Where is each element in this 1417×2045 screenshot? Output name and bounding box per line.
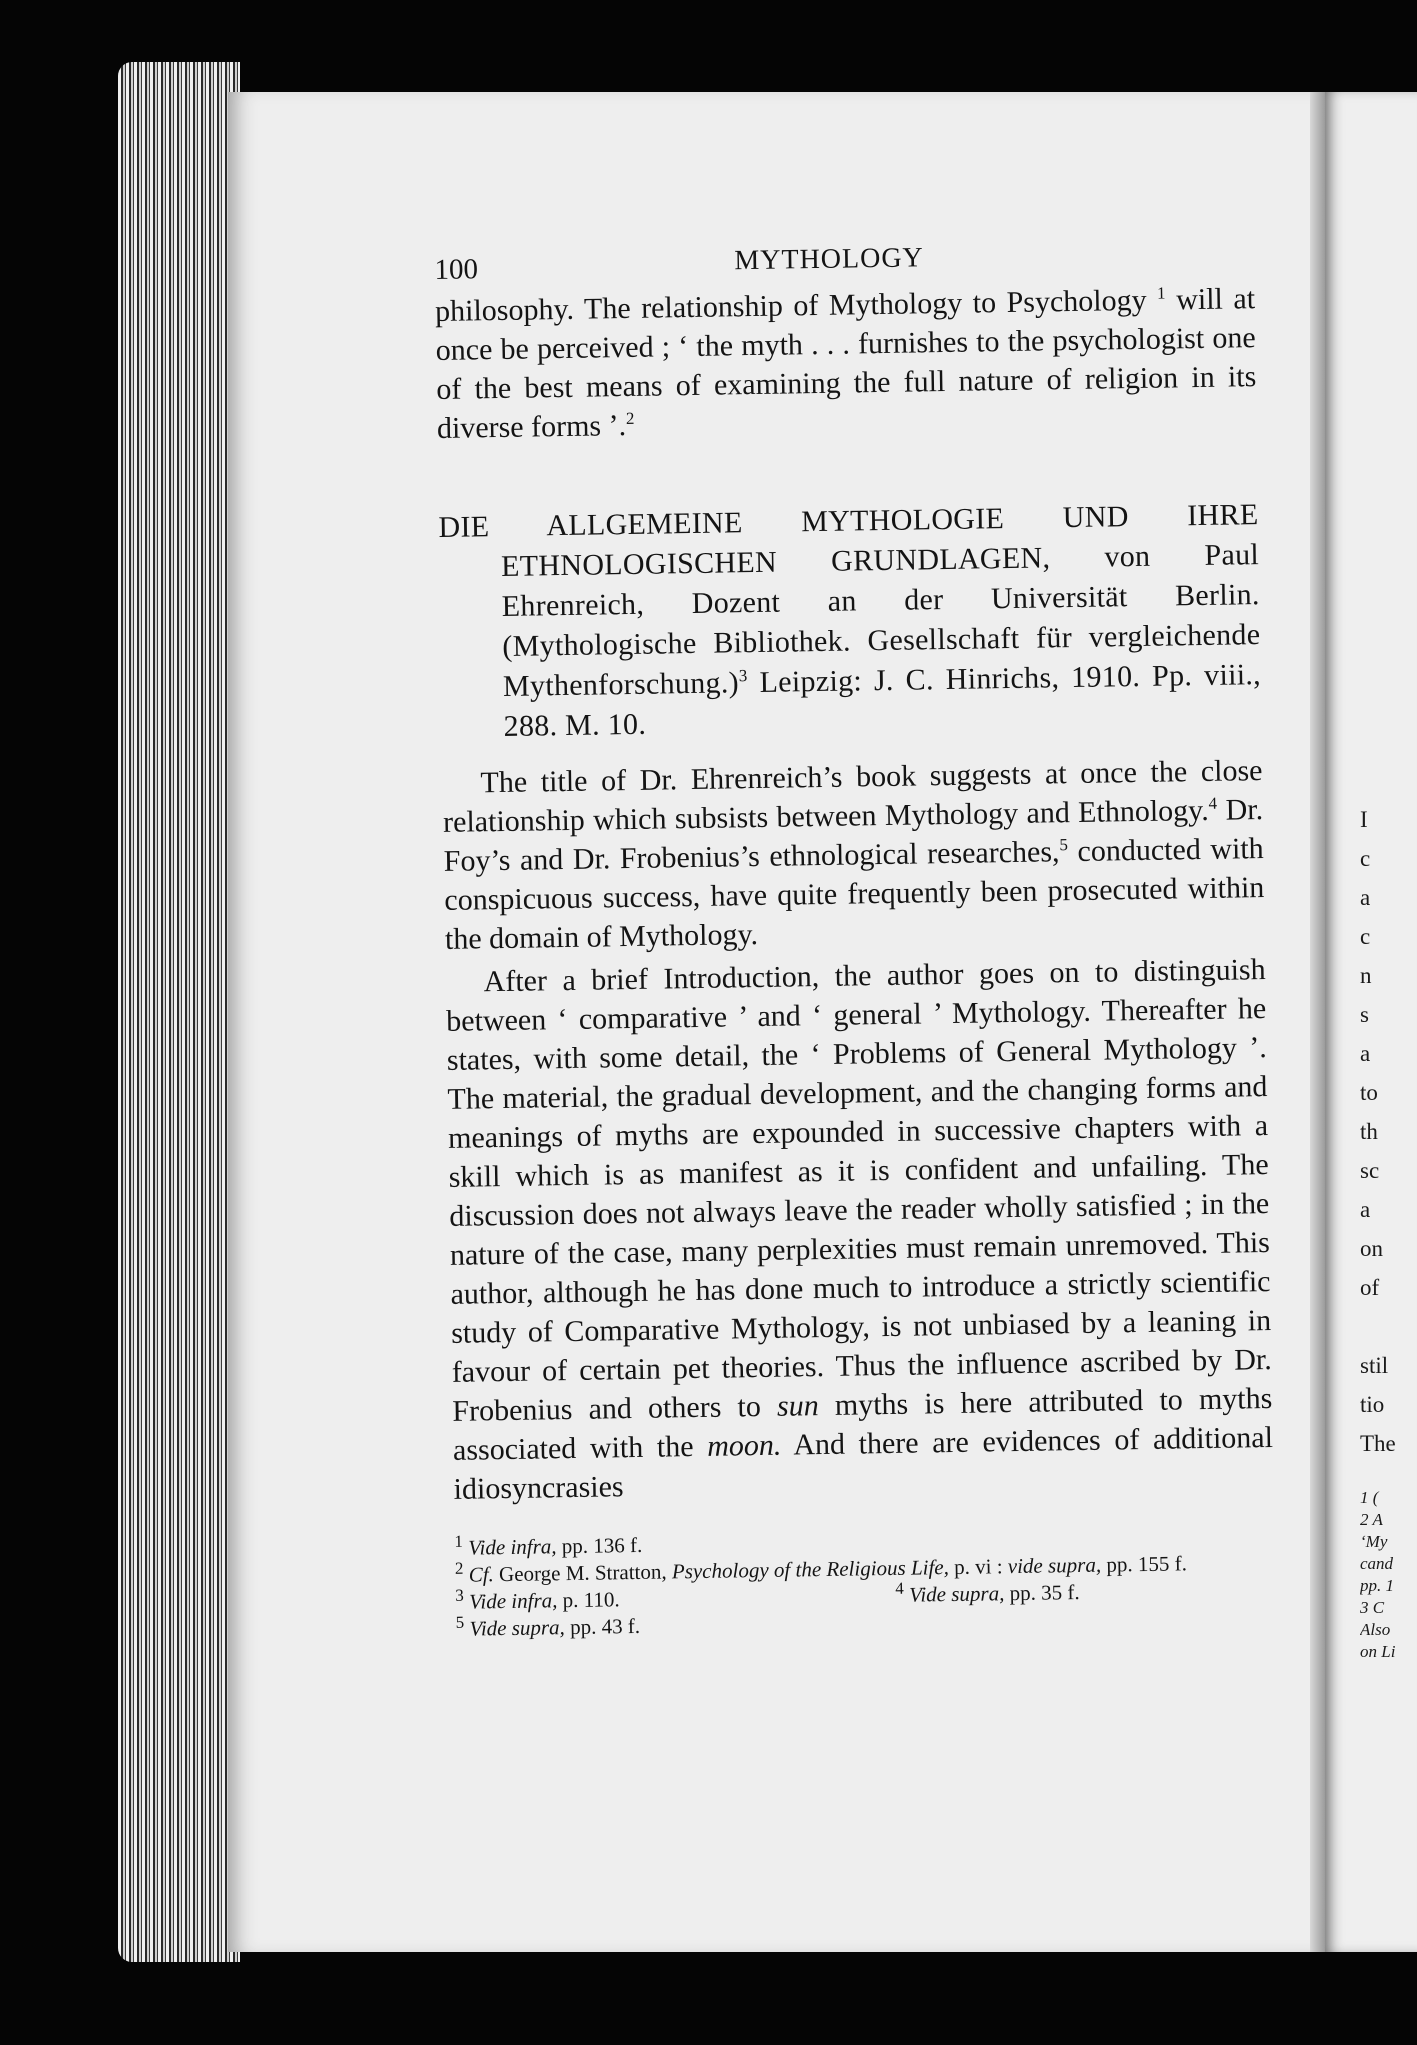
footnote-em: Vide supra, <box>908 1581 1005 1607</box>
emphasis: sun <box>776 1389 819 1423</box>
facing-line: on <box>1360 1236 1383 1261</box>
facing-footnote: cand <box>1360 1554 1394 1573</box>
facing-line: a <box>1360 1197 1371 1222</box>
footnote-text: p. 110. <box>557 1587 620 1613</box>
facing-line: of <box>1360 1275 1380 1300</box>
facing-line: s <box>1360 1002 1369 1027</box>
footnote-ref: 5 <box>1059 835 1069 855</box>
facing-page-text <box>1360 800 1417 1663</box>
facing-footnote: 2 A <box>1360 1510 1383 1529</box>
paragraph-text: conducted with conspicuous success, have quite frequently been prosecuted within the domain of Mythology. <box>444 832 1265 956</box>
facing-footnote: on Li <box>1360 1642 1396 1661</box>
facing-footnote: Also <box>1360 1620 1391 1639</box>
footnote-mark: 3 <box>455 1585 464 1605</box>
footnote-text: pp. 155 f. <box>1100 1551 1188 1577</box>
review-paragraph <box>445 950 1273 1509</box>
emphasis: moon. <box>706 1428 782 1463</box>
footnote-text: pp. 136 f. <box>556 1532 643 1559</box>
paragraph-text: The title of Dr. Ehrenreich’s book suggests at once the close relationship which subsists between Mythology and Ethnology. <box>442 754 1263 839</box>
footnote-em: Cf. <box>468 1562 494 1587</box>
paragraph-text: And there are evidences of additional idiosyncrasies <box>453 1420 1274 1506</box>
footnote-text: pp. 35 f. <box>1004 1580 1080 1606</box>
footnote-mark: 1 <box>454 1531 464 1551</box>
footnote-ref: 1 <box>1156 283 1166 303</box>
facing-footnote: 1 ( <box>1360 1488 1379 1507</box>
footnote-em: Psychology of the Religious Life, <box>671 1555 950 1584</box>
review-heading <box>438 495 1262 748</box>
footnote-em: vide supra, <box>1007 1552 1102 1579</box>
footnote-em: Vide infra, <box>468 1534 557 1560</box>
facing-line: The <box>1360 1431 1396 1456</box>
intro-paragraph <box>435 279 1257 448</box>
facing-line: a <box>1360 885 1371 910</box>
footnote-mark: 2 <box>454 1558 464 1578</box>
facing-line: c <box>1360 924 1371 949</box>
facing-line <box>1360 1307 1417 1346</box>
review-imprint: Leipzig: J. C. Hinrichs, 1910. Pp. viii., 288. M. 10. <box>503 658 1262 743</box>
page-edges <box>118 62 240 1962</box>
footnote-text: pp. 43 f. <box>564 1613 641 1640</box>
intro-text: will at once be perceived ; ‘ the myth . . . furnishes to the psychologist one of the best means of examining the full nature of religion in its diverse forms ’. <box>435 282 1257 445</box>
facing-footnote: 3 C <box>1360 1598 1385 1617</box>
facing-footnote: ‘My <box>1360 1532 1388 1551</box>
intro-text: philosophy. The relationship of Mythology to Psychology <box>434 283 1147 328</box>
facing-line: n <box>1360 963 1372 988</box>
footnote-ref: 4 <box>1208 793 1218 813</box>
footnote-ref: 3 <box>738 666 748 686</box>
facing-line: tio <box>1360 1392 1385 1417</box>
footnote-text: p. vi : <box>948 1554 1008 1580</box>
footnote-mark: 5 <box>455 1612 465 1632</box>
page-text-block <box>434 227 1276 1643</box>
paragraph-text: myths is here attributed to myths associated with the <box>452 1381 1273 1467</box>
running-head: MYTHOLOGY <box>734 242 925 277</box>
facing-line: to <box>1360 1080 1378 1105</box>
footnote-ref: 2 <box>625 408 635 429</box>
facing-footnote: pp. 1 <box>1360 1576 1394 1595</box>
review-paragraph <box>442 751 1265 959</box>
facing-line: th <box>1360 1119 1378 1144</box>
page-number: 100 <box>434 253 479 286</box>
facing-line: a <box>1360 1041 1371 1066</box>
review-title: DIE ALLGEMEINE MYTHOLOGIE UND IHRE ETHNOLOGISCHEN GRUNDLAGEN, von Paul Ehrenreich, Dozent an der Universität Berlin. (Mythologische Bibliothek. Gesellschaft für vergleichende Mythenforschung.) <box>438 498 1261 703</box>
footnotes <box>454 1522 1276 1643</box>
facing-line: stil <box>1360 1353 1389 1378</box>
facing-line: I <box>1360 807 1368 832</box>
footnote-em: Vide supra, <box>469 1615 566 1641</box>
facing-line: sc <box>1360 1158 1380 1183</box>
footnote-mark: 4 <box>895 1578 904 1598</box>
footnote-em: Vide infra, <box>468 1588 558 1614</box>
facing-line: c <box>1360 846 1371 871</box>
paragraph-text: Dr. Foy’s and Dr. Frobenius’s ethnological researches, <box>443 793 1264 878</box>
footnote-text: George M. Stratton, <box>493 1559 673 1587</box>
paragraph-text: After a brief Introduction, the author goes on to distinguish between ‘ comparative ’ and ‘ general ’ Mythology. Thereafter he states, with some detail, the ‘ Problems of General Mythology ’. The material, the gradual development, and the changing forms and meanings of myths are expounded in successive chapters with a skill which is as manifest as it is confident and unfailing. The discussion does not always leave the reader wholly satisfied ; in the nature of the case, many perplexities must remain unremoved. This author, although he has done much to introduce a strictly scientific study of Comparative Mythology, is not unbiased by a leaning in favour of certain pet theories. Thus the influence ascribed by Dr. Frobenius and others to <box>446 953 1272 1428</box>
